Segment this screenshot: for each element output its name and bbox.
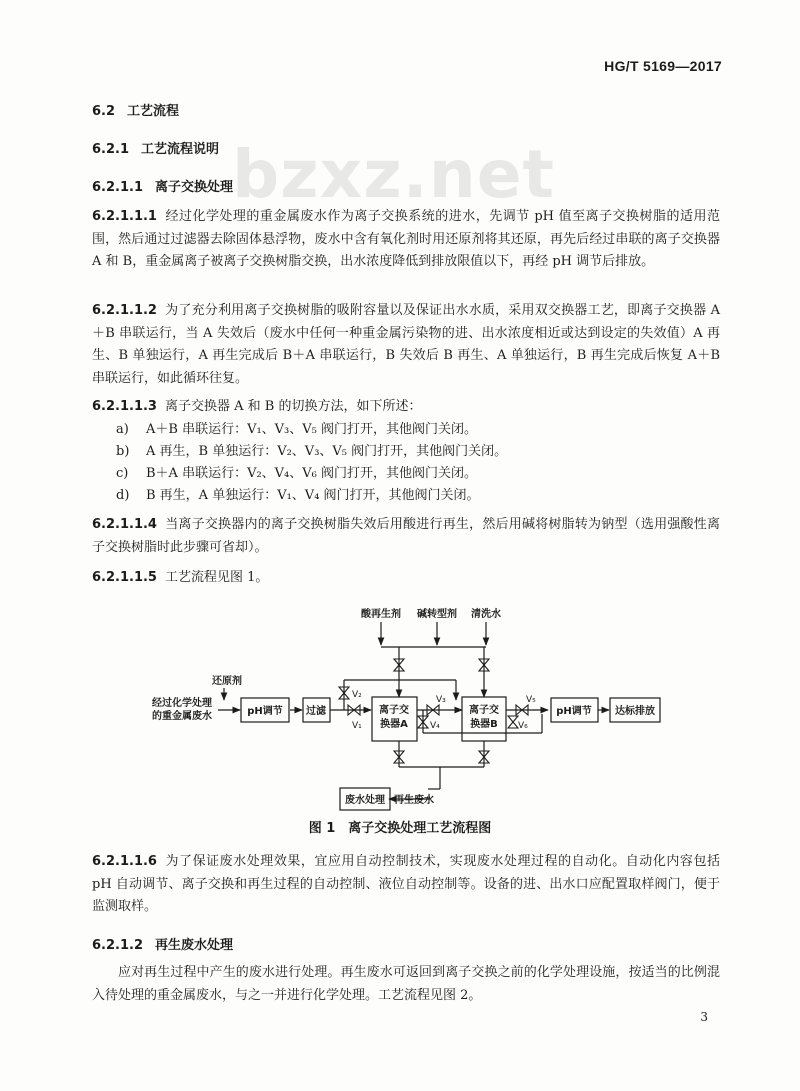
valve-icon: [394, 659, 404, 671]
paragraph-text: 当离子交换器内的离子交换树脂失效后用酸进行再生，然后用碱将树脂转为钠型（选用强酸性离子交换树脂时此步骤可省却）。: [92, 517, 720, 555]
paragraph-text: 为了保证废水处理效果，宜应用自动控制技术，实现废水处理过程的自动化。自动化内容包括 pH 自动调节、离子交换和再生过程的自动控制、液位自动控制等。设备的进、出水口应配置取样阀门，便于监测取样。: [92, 854, 720, 914]
heading-number: 6.2.1: [92, 142, 130, 157]
ph-adjust-1-label: pH调节: [247, 706, 283, 717]
doc-code: HG/T 5169—2017: [604, 58, 722, 74]
list-item: [116, 441, 507, 463]
heading-title: 工艺流程: [127, 104, 180, 119]
paragraph-text: 工艺流程见图 1。: [164, 570, 269, 585]
list-label: b): [116, 444, 130, 459]
ph-adjust-2-label: pH调节: [556, 706, 592, 717]
list-item: [116, 485, 480, 507]
regeneration-wastewater-label: 再生废水: [394, 795, 434, 806]
discharge-label: 达标排放: [615, 706, 655, 717]
heading-number: 6.2.1.2: [92, 938, 143, 953]
alkali-conversion-label: 碱转型剂: [417, 609, 457, 620]
paragraph-number: 6.2.1.1.1: [92, 209, 157, 224]
paragraph-regeneration: [92, 962, 720, 1007]
list-label: d): [116, 488, 130, 503]
paragraph-6-2-1-1-5: [92, 567, 720, 590]
rinse-water-label: 清洗水: [471, 609, 501, 620]
heading-6-2: [92, 100, 179, 119]
page-number: 3: [700, 1010, 708, 1024]
list-text: B＋A 串联运行：V₂、V₄、V₆ 阀门打开，其他阀门关闭。: [146, 466, 478, 481]
heading-title: 离子交换处理: [155, 180, 234, 195]
paragraph-6-2-1-1-1: [92, 206, 720, 274]
heading-number: 6.2.1.1: [92, 180, 143, 195]
inflow-label-1: 经过化学处理: [152, 698, 212, 709]
heading-title: 再生废水处理: [155, 938, 234, 953]
paragraph-6-2-1-1-4: [92, 514, 720, 559]
paragraph-text: 为了充分利用离子交换树脂的吸附容量以及保证出水水质，采用双交换器工艺，即离子交换器 A＋B 串联运行，当 A 失效后（废水中任何一种重金属污染物的进、出水浓度相近或达到设定的失效值）A 再生、B 单独运行，A 再生完成后 B＋A 串联运行，B 失效后 B 再生、A 单独运行，B 再生完成后恢复 A＋B 串联运行，如此循环往复。: [92, 303, 720, 386]
paragraph-6-2-1-1-6: [92, 851, 720, 919]
exchanger-a-label-2: 换器A: [380, 719, 408, 730]
paragraph-text: 离子交换器 A 和 B 的切换方法，如下所述：: [164, 399, 422, 414]
valve-icon: [427, 705, 439, 715]
exchanger-a-label-1: 离子交: [379, 705, 409, 716]
heading-title: 工艺流程说明: [141, 142, 220, 157]
valve-icon: [394, 751, 404, 763]
valve-icon: [348, 705, 360, 715]
wastewater-treatment-label: 废水处理: [345, 795, 385, 806]
heading-6-2-1-1: [92, 176, 233, 195]
watermark: bzxz.net: [232, 136, 556, 213]
paragraph-text: 经过化学处理的重金属废水作为离子交换系统的进水，先调节 pH 值至离子交换树脂的适用范围，然后通过过滤器去除固体悬浮物，废水中含有氧化剂时用还原剂将其还原，再先后经过串联的离子交换器 A 和 B，重金属离子被离子交换树脂交换，出水浓度降低到排放限值以下，再经 pH 调节后排放。: [92, 209, 720, 269]
valve-icon: [516, 705, 528, 715]
reductant-label: 还原剂: [212, 676, 242, 687]
list-label: c): [116, 466, 129, 481]
list-text: A＋B 串联运行：V₁、V₃、V₅ 阀门打开，其他阀门关闭。: [146, 422, 478, 437]
valve-icon: [479, 659, 489, 671]
valve-icon: [339, 687, 349, 699]
valve-icon: [508, 716, 518, 728]
paragraph-number: 6.2.1.1.6: [92, 854, 157, 869]
valve-label: V₃: [436, 695, 446, 705]
paragraph-number: 6.2.1.1.5: [92, 570, 157, 585]
paragraph-6-2-1-1-3: [92, 396, 720, 419]
heading-6-2-1: [92, 138, 219, 157]
valve-icon: [479, 751, 489, 763]
list-text: B 再生，A 单独运行：V₁、V₄ 阀门打开，其他阀门关闭。: [146, 488, 480, 503]
valve-icon: [418, 716, 428, 728]
list-item: [116, 419, 477, 441]
acid-regenerant-label: 酸再生剂: [361, 609, 401, 620]
heading-number: 6.2: [92, 104, 116, 119]
paragraph-number: 6.2.1.1.3: [92, 399, 157, 414]
list-item: [116, 463, 477, 485]
valve-label: V₆: [518, 721, 528, 731]
inflow-label-2: 的重金属废水: [152, 711, 212, 722]
paragraph-number: 6.2.1.1.2: [92, 303, 157, 318]
valve-label: V₄: [430, 721, 440, 731]
list-label: a): [116, 422, 129, 437]
list-text: A 再生，B 单独运行：V₂、V₃、V₅ 阀门打开，其他阀门关闭。: [146, 444, 508, 459]
exchanger-b-label-1: 离子交: [469, 705, 499, 716]
paragraph-text: 应对再生过程中产生的废水进行处理。再生废水可返回到离子交换之前的化学处理设施，按适当的比例混入待处理的重金属废水，与之一并进行化学处理。工艺流程见图 2。: [92, 965, 720, 1003]
paragraph-6-2-1-1-2: [92, 300, 720, 390]
valve-label: V₂: [352, 690, 362, 700]
figure-caption: 图 1 离子交换处理工艺流程图: [308, 821, 492, 836]
filter-label: 过滤: [306, 706, 326, 717]
valve-label: V₅: [526, 695, 536, 705]
exchanger-b-label-2: 换器B: [470, 719, 498, 730]
heading-6-2-1-2: [92, 934, 233, 953]
valve-label: V₁: [352, 721, 362, 731]
paragraph-number: 6.2.1.1.4: [92, 517, 157, 532]
